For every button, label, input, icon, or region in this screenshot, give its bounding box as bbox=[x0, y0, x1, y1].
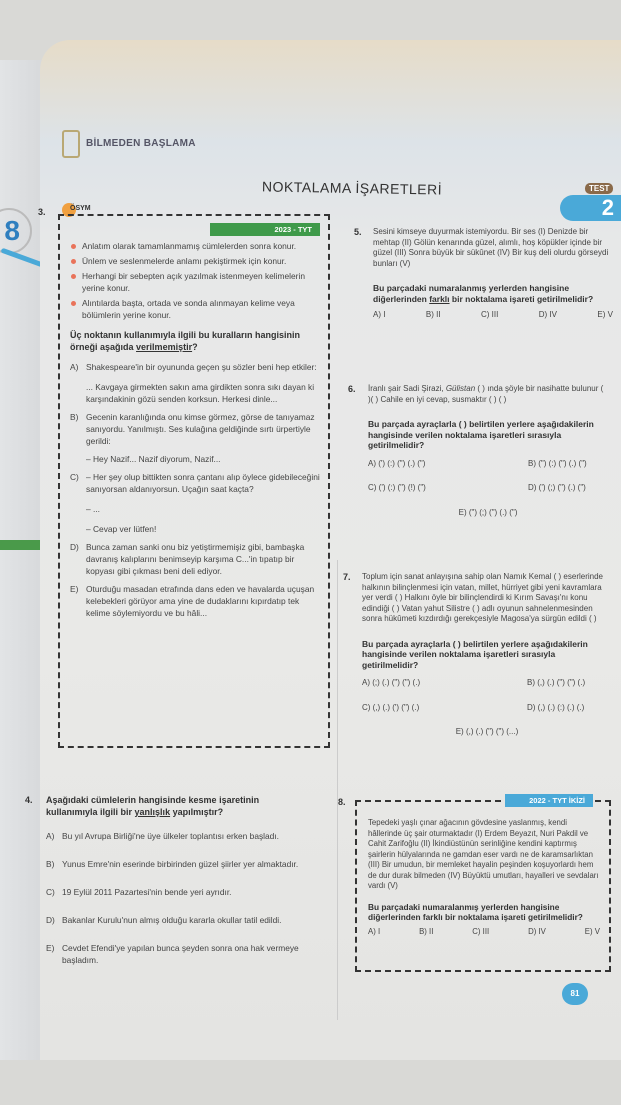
page-title: NOKTALAMA İŞARETLERİ bbox=[261, 178, 443, 198]
option-letter: A) bbox=[70, 362, 79, 372]
stem-end: bir noktalama işareti getirilmelidir? bbox=[451, 293, 594, 304]
option-dialog: – ... bbox=[86, 504, 100, 514]
question-stem: Bu parçada ayraçlarla ( ) belirtilen yerlere aşağıdakilerin hangisinde verilen noktalama işaretleri sırasıyla getirilmelidir? bbox=[368, 419, 594, 450]
question-number: 7. bbox=[343, 572, 351, 582]
option-letter: B) bbox=[46, 859, 55, 869]
passage: Toplum için sanat anlayışına sahip olan Namık Kemal ( ) eserlerinde halkının bilinçlenmesi için vatan, millet, hürriyet gibi yeni kavramlara yer verdi ( ) Halkını öyle bir bilinçlendirdi ki Kırım Savaşı'nı konu edindiği ( ) Vatan yahut Silistre ( ) adlı oyunun sahnelenmesinden sonra hükûmeti kızdırdığı gerekçesiyle Magosa'ya sürgün edildi ( ) bbox=[362, 572, 604, 623]
option-e[interactable] bbox=[70, 583, 320, 619]
option-d[interactable]: D) IV bbox=[528, 926, 546, 936]
rule-item: Anlatım olarak tamamlanmamış cümlelerden sonra konur. bbox=[70, 240, 320, 252]
option-b[interactable]: B) II bbox=[425, 310, 441, 319]
option-letter: C) bbox=[70, 472, 79, 482]
rule-item: Alıntılarda başta, ortada ve sonda alınmayan kelime veya bölümlerin yerine konur. bbox=[70, 297, 320, 321]
option-text: Gecenin karanlığında onu kimse görmez, görse de tanıyamaz sanıyordu. Yanılmıştı. Ses kulağına geldiğinde sırtı ürpertiyle gerildi: bbox=[86, 412, 315, 446]
question-number: 4. bbox=[25, 795, 33, 805]
question-4-body bbox=[46, 794, 311, 972]
option-e[interactable] bbox=[46, 942, 311, 966]
question-number: 3. bbox=[38, 207, 46, 217]
question-5-body bbox=[373, 227, 613, 321]
option-letter: D) bbox=[46, 915, 55, 925]
option-e[interactable]: E) (,) (.) (") (") (...) bbox=[455, 727, 519, 736]
option-letter: D) bbox=[70, 542, 79, 552]
passage: Sesini kimseye duyurmak istemiyordu. Bir ses (I) Denizde bir mehtap (II) Gölün kenarında güzel, alımlı, hoş köpükler içinde bir güzel (III) Sonra büyük bir sükûnet (IV) Bir kuş deli olurdu görseydi bunları (V) bbox=[373, 227, 609, 268]
option-text: – Her şey olup bittikten sonra çantanı alıp öylece gidebileceğini sanıyorsan aldanıyorsun. Uçağın saat kaçta? bbox=[86, 472, 320, 494]
option-a[interactable] bbox=[46, 830, 311, 842]
option-quote: – Hey Nazif... Nazif diyorum, Nazif... bbox=[86, 454, 221, 464]
option-a[interactable] bbox=[70, 361, 320, 405]
option-text: Bu yıl Avrupa Birliği'ne üye ülkeler toplantısı erken başladı. bbox=[62, 831, 279, 841]
exam-tag: 2023 - TYT bbox=[210, 223, 320, 236]
option-c[interactable]: C) III bbox=[480, 310, 499, 319]
stem-emphasis: verilmemiştir bbox=[136, 342, 193, 352]
option-b[interactable] bbox=[46, 858, 311, 870]
option-text: Yunus Emre'nin eserinde birbirinden güzel şiirler yer almaktadır. bbox=[62, 859, 299, 869]
stem-end: ? bbox=[192, 342, 198, 352]
passage bbox=[368, 384, 608, 405]
option-c[interactable]: C) (,) (.) (') (") (.) bbox=[362, 702, 420, 712]
stem-end: yapılmıştır? bbox=[172, 807, 224, 817]
option-text: Oturduğu masadan etrafında dans eden ve havalarda uçuşan kelebekleri görüyor ama yine de dudaklarını kıpırdatıp tek kelime söylemiyordu ve bu hâli... bbox=[86, 584, 315, 618]
option-c[interactable] bbox=[70, 471, 320, 535]
option-a[interactable]: A) (') (:) (") (.) (") bbox=[368, 458, 426, 468]
stem-emphasis: yanlışlık bbox=[134, 807, 171, 817]
option-b[interactable] bbox=[70, 411, 320, 465]
option-text: Cevdet Efendi'ye yapılan bunca şeyden sonra ona hak vermeye başladım. bbox=[62, 943, 299, 965]
question-stem bbox=[46, 794, 311, 818]
option-c[interactable]: C) (') (:) (") (!) (") bbox=[368, 483, 426, 492]
question-stem bbox=[373, 283, 613, 304]
option-text: Bakanlar Kurulu'nun almış olduğu kararla okullar tatil edildi. bbox=[62, 915, 282, 925]
option-letter: C) bbox=[46, 887, 55, 897]
option-letter: A) bbox=[46, 831, 55, 841]
option-a[interactable]: A) I bbox=[373, 310, 386, 319]
test-number: 2 bbox=[560, 195, 621, 221]
passage: Tepedeki yaşlı çınar ağacının gövdesine yaslanmış, kendi hâllerinde üç şair oturmaktadır (I) Erdem Beyazıt, Nuri Pakdil ve Cahit Zarifoğlu (II) İkindiüstünün serinliğine kendini kaptırmış şairlerin hülyalarında ne gamdan eser vardı ne de karamsarlıktan (III) Bir umudun, bir memleket hayalin peşinden koşuyorlardı hem de dur durak bilmeden (IV) Büyüktü umutları, hayalleri ve sevdaları vardı (V) bbox=[368, 818, 599, 890]
option-text: Shakespeare'in bir oyununda geçen şu sözler beni hep etkiler: bbox=[86, 362, 317, 372]
question-3-body bbox=[70, 240, 320, 625]
option-c[interactable] bbox=[46, 886, 311, 898]
option-c[interactable]: C) III bbox=[472, 926, 490, 936]
option-quote: ... Kavgaya girmekten sakın ama girdikten sonra sıkı dayan ki karşındakinin gözü senden korksun. Herkesi dinle... bbox=[86, 382, 315, 404]
book-title: Gülistan bbox=[445, 384, 476, 393]
option-text: Bunca zaman sanki onu biz yetiştirmemişiz gibi, bambaşka davranış kalıplarını benimseyip karşıma C...'in tıpatıp bir kopyası gibi çıkması beni deli ediyor. bbox=[86, 542, 305, 576]
series-title: BİLMEDEN BAŞLAMA bbox=[86, 138, 196, 149]
option-d[interactable]: D) IV bbox=[538, 310, 557, 319]
rule-item: Ünlem ve seslenmelerde anlamı pekiştirmek için konur. bbox=[70, 255, 320, 267]
option-d[interactable] bbox=[70, 541, 320, 577]
option-b[interactable]: B) II bbox=[419, 926, 434, 936]
question-6-body bbox=[368, 384, 608, 518]
option-text: 19 Eylül 2011 Pazartesi'nin bende yeri ayrıdır. bbox=[62, 887, 232, 897]
option-d[interactable] bbox=[46, 914, 311, 926]
option-letter: E) bbox=[46, 943, 55, 953]
option-b[interactable]: B) (") (:) (") (.) (") bbox=[528, 458, 587, 468]
column-divider bbox=[337, 560, 338, 1020]
question-7-body bbox=[362, 572, 612, 738]
question-number: 5. bbox=[354, 227, 362, 237]
options-row bbox=[373, 310, 613, 321]
source-label: ÖSYM bbox=[70, 205, 91, 212]
exam-tag: 2022 - TYT İKİZİ bbox=[505, 794, 593, 807]
prev-page-tag bbox=[0, 540, 44, 550]
rule-item: Herhangi bir sebepten açık yazılmak istenmeyen kelimelerin yerine konur. bbox=[70, 270, 320, 294]
option-a[interactable]: A) I bbox=[368, 926, 381, 936]
question-stem: Bu parçada ayraçlarla ( ) belirtilen yerlere aşağıdakilerin hangisinde verilen noktalama işaretleri sırasıyla getirilmelidir? bbox=[362, 638, 588, 670]
page-number: 81 bbox=[562, 983, 588, 1005]
question-number: 6. bbox=[348, 384, 356, 394]
publisher-logo bbox=[62, 130, 80, 158]
option-a[interactable]: A) (;) (.) (") (") (.) bbox=[362, 678, 421, 687]
stem-emphasis: farklı bbox=[429, 293, 450, 304]
test-label: TEST bbox=[585, 183, 613, 194]
option-d[interactable]: D) (') (;) (") (.) (") bbox=[528, 483, 586, 492]
question-stem bbox=[70, 329, 320, 353]
option-letter: E) bbox=[70, 584, 79, 594]
question-number: 8. bbox=[338, 797, 346, 807]
stem-text: Bu parçadaki numaralanmış yerlerden hangisine diğerlerinden bbox=[373, 283, 570, 304]
option-dialog: – Cevap ver lütfen! bbox=[86, 524, 157, 534]
stem-text: Üç noktanın kullanımıyla ilgili bu kuralların hangisinin örneği aşağıda bbox=[70, 330, 301, 352]
passage-text: ( ) ında şöyle bir nasihatte bulunur ( )( ) Cahile en iyi cevap, susmaktır ( ) ( ) bbox=[368, 384, 604, 404]
option-letter: B) bbox=[70, 412, 79, 422]
question-8-body bbox=[368, 818, 600, 937]
option-b[interactable]: B) (,) (.) (") (") (.) bbox=[527, 678, 586, 687]
passage-text: İranlı şair Sadi Şirazi, bbox=[368, 384, 444, 393]
question-stem: Bu parçadaki numaralanmış yerlerden hangisine diğerlerinden farklı bir noktalama işareti getirilmelidir? bbox=[368, 901, 583, 922]
stem-text: Aşağıdaki cümlelerin hangisinde kesme işaretinin kullanımıyla ilgili bir bbox=[46, 795, 260, 817]
option-e[interactable]: E) V bbox=[584, 926, 600, 936]
rules-list bbox=[70, 240, 320, 321]
prev-page-number-badge: 8 bbox=[0, 208, 32, 254]
option-e[interactable]: E) V bbox=[597, 310, 613, 319]
option-e[interactable]: E) (") (;) (") (.) (") bbox=[458, 507, 518, 517]
option-d[interactable]: D) (,) (.) (:) (.) (.) bbox=[527, 702, 585, 712]
